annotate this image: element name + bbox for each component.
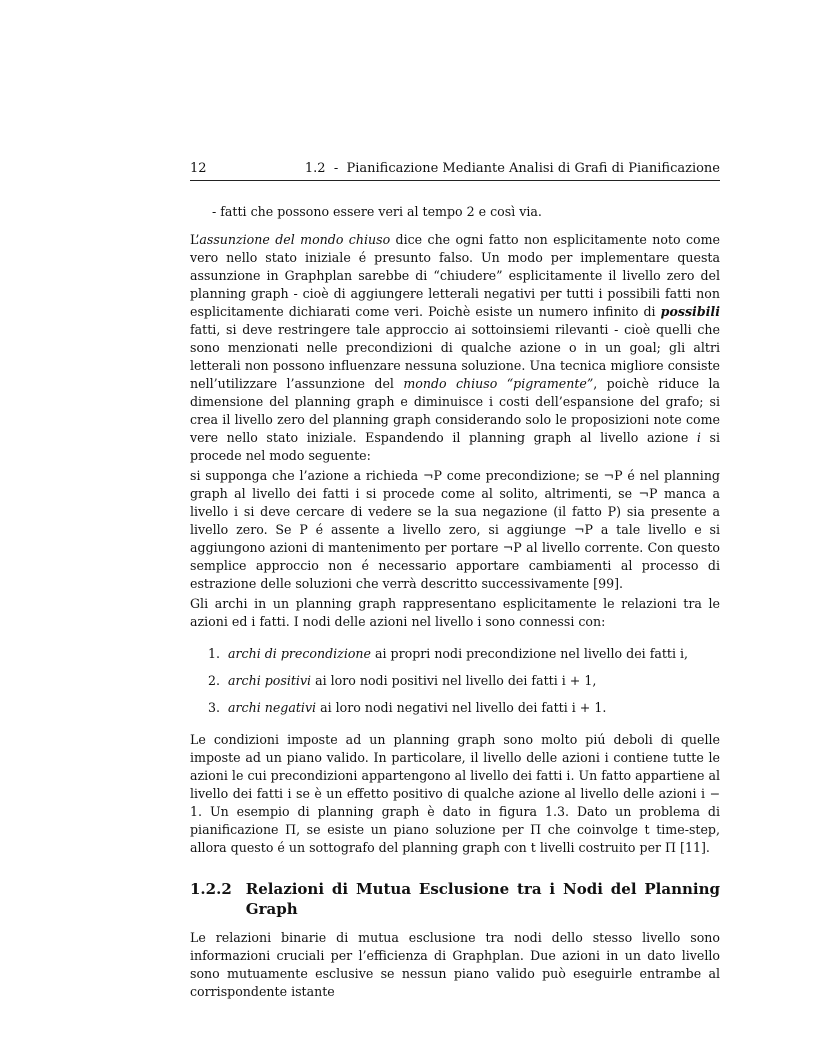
running-header — [190, 160, 720, 181]
list-item: 3. archi negativi ai loro nodi negativi nel livello dei fatti i + 1. — [208, 700, 607, 715]
section-title: Relazioni di Mutua Esclusione tra i Nodi del Planning Graph — [245, 880, 720, 918]
body-text — [190, 203, 720, 1001]
paragraph-arcs: Gli archi in un planning graph rappresentano esplicitamente le relazioni tra le azioni ed i fatti. I nodi delle azioni nel livello i sono connessi con: — [190, 596, 720, 629]
arc-list — [190, 645, 720, 717]
section-heading — [190, 879, 720, 919]
paragraph-mutex: Le relazioni binarie di mutua esclusione tra nodi dello stesso livello sono informazioni cruciali per l’efficienza di Graphplan. Due azioni in un dato livello sono mutuamente esclusive se nessun piano valido può eseguirle entrambe al corrispondente istante — [190, 930, 720, 999]
paragraph-negation: si supponga che l’azione a richieda ¬P come precondizione; se ¬P é nel planning graph al livello dei fatti i si procede come al solito, altrimenti, se ¬P manca a livello i si deve cercare di vedere se la sua negazione (il fatto P) sia presente a livello zero. Se P é assente a livello zero, si aggiunge ¬P a tale livello e si aggiungono azioni di mantenimento per portare ¬P al livello corrente. Con questo semplice approccio non é necessario apportare cambiamenti al processo di estrazione delle soluzioni che verrà descritto successivamente [99]. — [190, 468, 720, 591]
page — [190, 160, 720, 1001]
paragraph-conditions: Le condizioni imposte ad un planning graph sono molto piú deboli di quelle imposte ad un piano valido. In particolare, il livello delle azioni i contiene tutte le azioni le cui precondizioni appartengono al livello dei fatti i. Un fatto appartiene al livello dei fatti i se è un effetto positivo di qualche azione al livello delle azioni i − 1. Un esempio di planning graph è dato in figura 1.3. Dato un problema di pianificazione Π, se esiste un piano soluzione per Π che coinvolge t time-step, allora questo é un sottografo del planning graph con t livelli costruito per Π [11]. — [190, 732, 720, 855]
paragraph-closed-world: L’assunzione del mondo chiuso dice che ogni fatto non esplicitamente noto come vero nello stato iniziale é presunto falso. Un modo per implementare questa assunzione in Graphplan sarebbe di “chiudere” esplicitamente il livello zero del planning graph - cioè di aggiungere letterali negativi per tutti i possibili fatti non esplicitamente dichiarati come veri. Poichè esiste un numero infinito di possibili fatti, si deve restringere tale approccio ai sottoinsiemi rilevanti - cioè quelli che sono menzionati nelle precondizioni di qualche azione o in un goal; gli altri letterali non possono influenzare nessuna soluzione. Una tecnica migliore consiste nell’utilizzare l’assunzione del mondo chiuso “pigramente”, poichè riduce la dimensione del planning graph e diminuisce i costi dell’espansione del grafo; si crea il livello zero del planning graph considerando solo le proposizioni note come vere nello stato iniziale. Espandendo il planning graph al livello azione i si procede nel modo seguente: — [190, 232, 720, 463]
list-item: 1. archi di precondizione ai propri nodi precondizione nel livello dei fatti i, — [208, 646, 689, 661]
intro-bullet: - fatti che possono essere veri al tempo 2 e così via. — [212, 204, 542, 219]
list-item: 2. archi positivi ai loro nodi positivi nel livello dei fatti i + 1, — [208, 673, 597, 688]
page-number: 12 — [190, 161, 207, 176]
section-running-title: 1.2 - Pianificazione Mediante Analisi di Grafi di Pianificazione — [304, 161, 720, 176]
section-number: 1.2.2 — [190, 880, 232, 898]
